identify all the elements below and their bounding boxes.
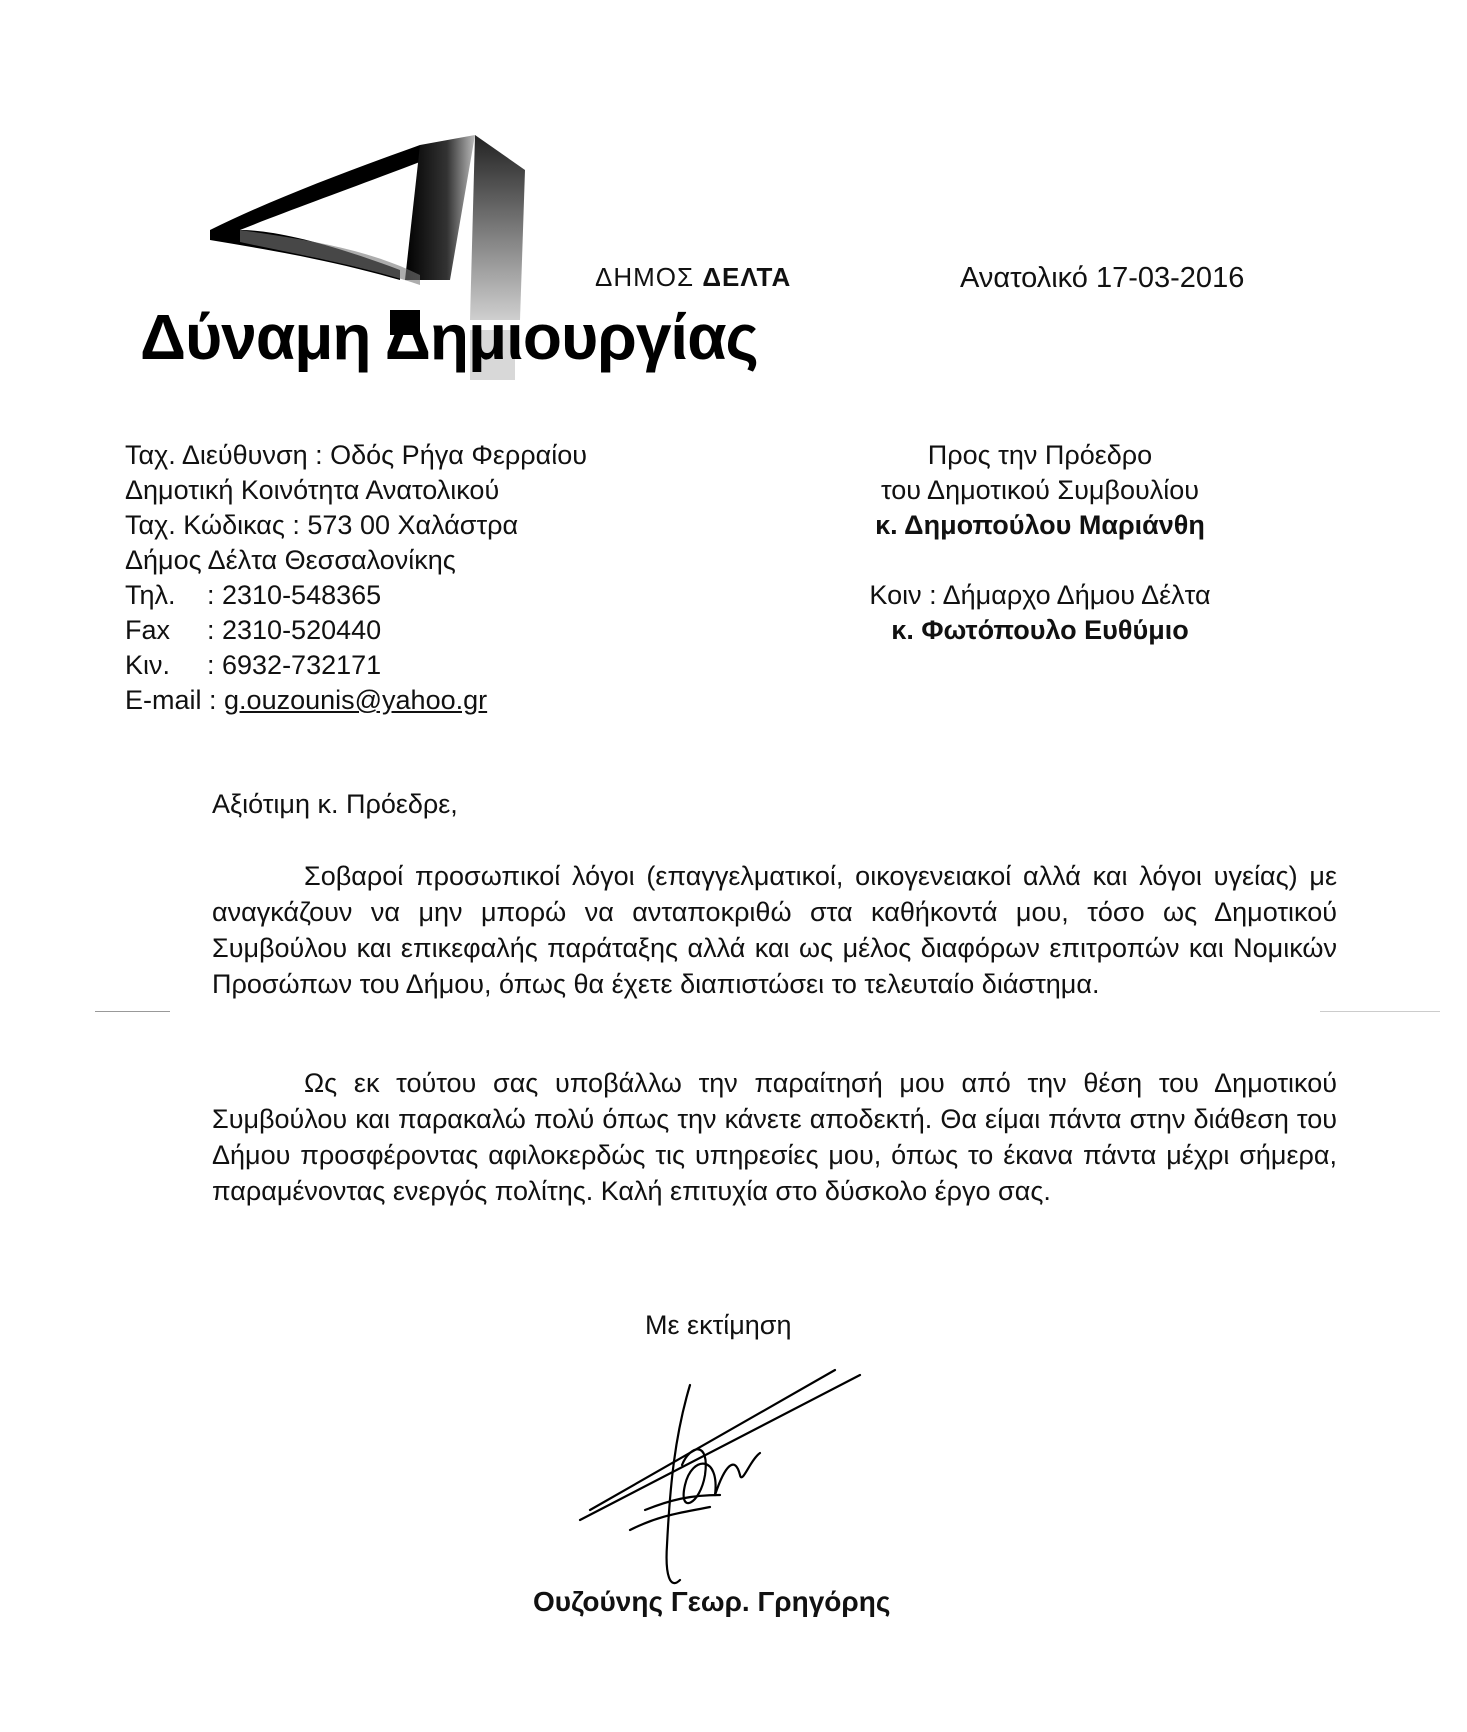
recipient-line1: Προς την Πρόεδρο [927, 440, 1153, 470]
signatory-name: Ουζούνης Γεωρ. Γρηγόρης [533, 1586, 891, 1617]
cc-name: κ. Φωτόπουλο Ευθύμιο [891, 615, 1189, 645]
sender-phone [125, 578, 587, 613]
logo-municipality-name: ΔΕΛΤΑ [702, 262, 792, 292]
recipient-name: κ. Δημοπούλου Μαριάνθη [875, 510, 1205, 540]
cc-line: Κοιν : Δήμαρχο Δήμου Δέλτα [869, 580, 1211, 610]
phone-label: Τηλ. [125, 580, 176, 610]
logo-municipality-prefix: ΔΗΜΟΣ [595, 262, 695, 292]
phone-value: : 2310-548365 [207, 580, 382, 610]
letter-date: Ανατολικό 17-03-2016 [960, 262, 1245, 294]
mobile-label: Κιν. [125, 650, 171, 680]
logo-party-name: Δύναμη Δημιουργίας [140, 301, 758, 373]
recipient-line2: του Δημοτικού Συμβουλίου [880, 475, 1200, 505]
sender-email [125, 683, 587, 718]
fax-value: : 2310-520440 [207, 615, 382, 645]
closing: Με εκτίμηση [645, 1310, 792, 1340]
sender-municipality: Δήμος Δέλτα Θεσσαλονίκης [125, 545, 456, 575]
sender-mobile [125, 648, 587, 683]
sender-fax [125, 613, 587, 648]
sender-address: Ταχ. Διεύθυνση : Οδός Ρήγα Φερραίου [125, 440, 588, 470]
sender-postal-code: Ταχ. Κώδικας : 573 00 Χαλάστρα [125, 510, 519, 540]
email-link[interactable]: g.ouzounis@yahoo.gr [224, 685, 488, 715]
fax-label: Fax [125, 615, 171, 645]
email-label: E-mail : [125, 685, 217, 715]
body-paragraph-1 [212, 858, 1337, 1002]
body-paragraph-2 [212, 1065, 1337, 1209]
greeting: Αξιότιμη κ. Πρόεδρε, [212, 789, 458, 819]
recipient-spacer [830, 543, 1250, 578]
sender-community: Δημοτική Κοινότητα Ανατολικού [125, 475, 500, 505]
party-logo [120, 130, 840, 430]
handwritten-signature [570, 1335, 870, 1610]
logo-municipality [595, 262, 791, 293]
scan-artifact-line [95, 1011, 170, 1012]
paragraph-1-text: Σοβαροί προσωπικοί λόγοι (επαγγελματικοί, οικογενειακοί αλλά και λόγοι υγείας) με αναγκάζουν να μην μπορώ να ανταποκριθώ στα καθήκοντά μου, τόσο ως Δημοτικού Συμβούλου και επικεφαλής παράταξης αλλά και ως μέλος διαφόρων επιτροπών και Νομικών Προσώπων του Δήμου, όπως θα έχετε διαπιστώσει το τελευταίο διάστημα. [212, 861, 1337, 999]
recipient-block [830, 438, 1250, 648]
scan-artifact-line [1320, 1011, 1440, 1012]
paragraph-2-text: Ως εκ τούτου σας υποβάλλω την παραίτησή μου από την θέση του Δημοτικού Συμβούλου και παρακαλώ πολύ όπως την κάνετε αποδεκτή. Θα είμαι πάντα στην διάθεση του Δήμου προσφέροντας αφιλοκερδώς τις υπηρεσίες μου, όπως το έκανα πάντα μέχρι σήμερα, παραμένοντας ενεργός πολίτης. Καλή επιτυχία στο δύσκολο έργο σας. [212, 1068, 1337, 1206]
mobile-value: : 6932-732171 [207, 650, 382, 680]
sender-block [125, 438, 587, 718]
